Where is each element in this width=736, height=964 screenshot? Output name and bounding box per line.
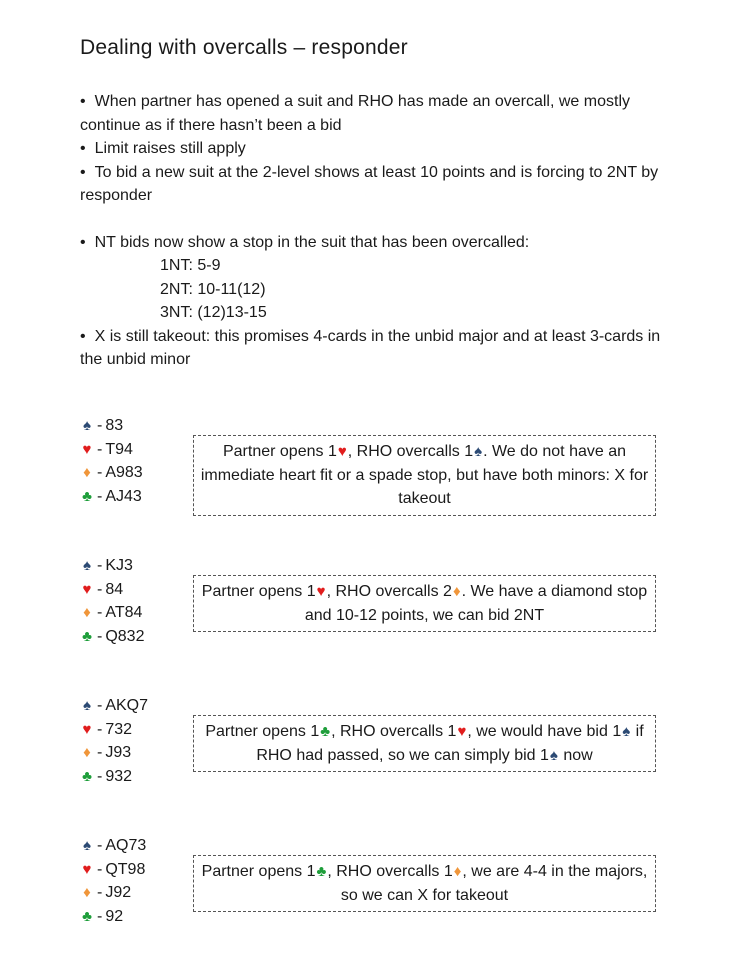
bullet-text: Limit raises still apply <box>94 140 246 157</box>
separator: - <box>97 604 103 621</box>
separator: - <box>97 697 103 714</box>
page-title: Dealing with overcalls – responder <box>80 36 408 59</box>
hearts-line <box>80 578 144 602</box>
diamond-icon: ♦ <box>83 744 91 761</box>
note-text: , RHO overcalls 2 <box>326 583 452 600</box>
separator: - <box>97 720 103 738</box>
bullet-marker: • <box>80 140 86 157</box>
separator: - <box>97 884 103 901</box>
diamonds-holding: J93 <box>105 744 132 761</box>
intro-bullets <box>80 90 665 372</box>
bullet-marker: • <box>80 233 86 251</box>
club-icon: ♣ <box>82 487 92 505</box>
note-text: Partner opens 1 <box>201 583 316 600</box>
separator: - <box>97 487 103 505</box>
spade-icon: ♠ <box>83 417 91 434</box>
clubs-line <box>80 485 143 509</box>
separator: - <box>97 907 103 925</box>
bullet-item <box>80 90 665 137</box>
spade-icon: ♠ <box>474 443 483 460</box>
note-text: now <box>558 746 593 764</box>
heart-icon: ♥ <box>316 583 326 600</box>
diamond-icon: ♦ <box>83 464 91 481</box>
spade-icon: ♠ <box>622 723 631 740</box>
explanation-box-1 <box>193 435 656 516</box>
clubs-line <box>80 765 148 789</box>
spades-line <box>80 694 148 718</box>
spades-holding: 83 <box>105 417 124 434</box>
nt-range-2: 2NT: 10-11(12) <box>160 280 266 298</box>
clubs-line <box>80 625 144 649</box>
spades-holding: KJ3 <box>105 557 133 574</box>
heart-icon: ♥ <box>337 443 347 460</box>
separator: - <box>97 767 103 785</box>
separator: - <box>97 464 103 481</box>
hand-1 <box>80 414 143 508</box>
heart-icon: ♥ <box>457 723 467 740</box>
diamond-icon: ♦ <box>83 604 91 621</box>
hand-2 <box>80 554 144 648</box>
separator: - <box>97 744 103 761</box>
note-text: , RHO overcalls 1 <box>347 443 474 460</box>
diamond-icon: ♦ <box>83 884 91 901</box>
separator: - <box>97 440 103 458</box>
note-text: if RHO had passed, so we can simply bid 1 <box>256 723 644 764</box>
spades-holding: AKQ7 <box>105 697 149 714</box>
bullet-marker: • <box>80 93 86 110</box>
clubs-line <box>80 905 146 929</box>
hand-3 <box>80 694 148 788</box>
bullet-text: When partner has opened a suit and RHO has made an overcall, we mostly continue as if there hasn’t been a bid <box>80 93 630 134</box>
diamonds-line <box>80 601 144 625</box>
club-icon: ♣ <box>320 723 331 740</box>
separator: - <box>97 627 103 645</box>
nt-range-3: 3NT: (12)13-15 <box>160 304 267 321</box>
explanation-box-3 <box>193 715 656 772</box>
clubs-holding: 92 <box>105 907 124 925</box>
diamonds-line <box>80 741 148 765</box>
diamonds-holding: A983 <box>105 464 143 481</box>
spacer <box>80 208 665 231</box>
spades-holding: AQ73 <box>105 837 147 854</box>
clubs-holding: AJ43 <box>105 487 142 505</box>
club-icon: ♣ <box>316 863 327 880</box>
diamonds-line <box>80 881 146 905</box>
note-text: Partner opens 1 <box>201 863 316 880</box>
spade-icon: ♠ <box>83 837 91 854</box>
spades-line <box>80 554 144 578</box>
separator: - <box>97 557 103 574</box>
note-text: Partner opens 1 <box>222 443 337 460</box>
explanation-box-2 <box>193 575 656 632</box>
separator: - <box>97 860 103 878</box>
spades-line <box>80 834 146 858</box>
separator: - <box>97 837 103 854</box>
note-text: . We have a diamond stop and 10-12 points, we can bid 2NT <box>304 583 648 624</box>
bullet-item <box>80 325 665 372</box>
spades-line <box>80 414 143 438</box>
hearts-line <box>80 438 143 462</box>
note-text: , RHO overcalls 1 <box>327 863 453 880</box>
diamonds-holding: J92 <box>105 884 132 901</box>
heart-icon: ♥ <box>82 580 92 598</box>
hearts-holding: 84 <box>105 580 124 598</box>
spade-icon: ♠ <box>549 746 558 764</box>
nt-range-1: 1NT: 5-9 <box>160 257 221 274</box>
clubs-holding: 932 <box>105 767 133 785</box>
note-text: , we would have bid 1 <box>467 723 622 740</box>
bullet-marker: • <box>80 163 86 181</box>
heart-icon: ♥ <box>82 720 92 738</box>
spade-icon: ♠ <box>83 557 91 574</box>
heart-icon: ♥ <box>82 440 92 458</box>
heart-icon: ♥ <box>82 860 92 878</box>
hand-4 <box>80 834 146 928</box>
bullet-item <box>80 137 665 161</box>
hearts-line <box>80 858 146 882</box>
separator: - <box>97 580 103 598</box>
club-icon: ♣ <box>82 627 92 645</box>
hearts-holding: QT98 <box>105 860 146 878</box>
diamonds-holding: AT84 <box>105 604 143 621</box>
bullet-item <box>80 231 665 255</box>
diamonds-line <box>80 461 143 485</box>
club-icon: ♣ <box>82 767 92 785</box>
diamond-icon: ♦ <box>452 583 461 600</box>
spade-icon: ♠ <box>83 697 91 714</box>
hearts-holding: 732 <box>105 720 133 738</box>
note-text: , RHO overcalls 1 <box>331 723 457 740</box>
note-text: . We do not have an immediate heart fit or a spade stop, but have both minors: X for takeout <box>200 443 649 507</box>
bullet-item <box>80 161 665 208</box>
hearts-holding: T94 <box>105 440 133 458</box>
explanation-box-4 <box>193 855 656 912</box>
note-text: Partner opens 1 <box>205 723 320 740</box>
bullet-text: To bid a new suit at the 2-level shows at least 10 points and is forcing to 2NT by responder <box>80 163 659 204</box>
separator: - <box>97 417 103 434</box>
bullet-marker: • <box>80 327 86 345</box>
diamond-icon: ♦ <box>453 863 462 880</box>
note-text: , we are 4-4 in the majors, so we can X for takeout <box>340 863 648 904</box>
hearts-line <box>80 718 148 742</box>
clubs-holding: Q832 <box>105 627 145 645</box>
bullet-text: NT bids now show a stop in the suit that has been overcalled: <box>94 233 530 251</box>
club-icon: ♣ <box>82 907 92 925</box>
bullet-text: X is still takeout: this promises 4-cards in the unbid major and at least 3-cards in the unbid minor <box>80 327 661 368</box>
